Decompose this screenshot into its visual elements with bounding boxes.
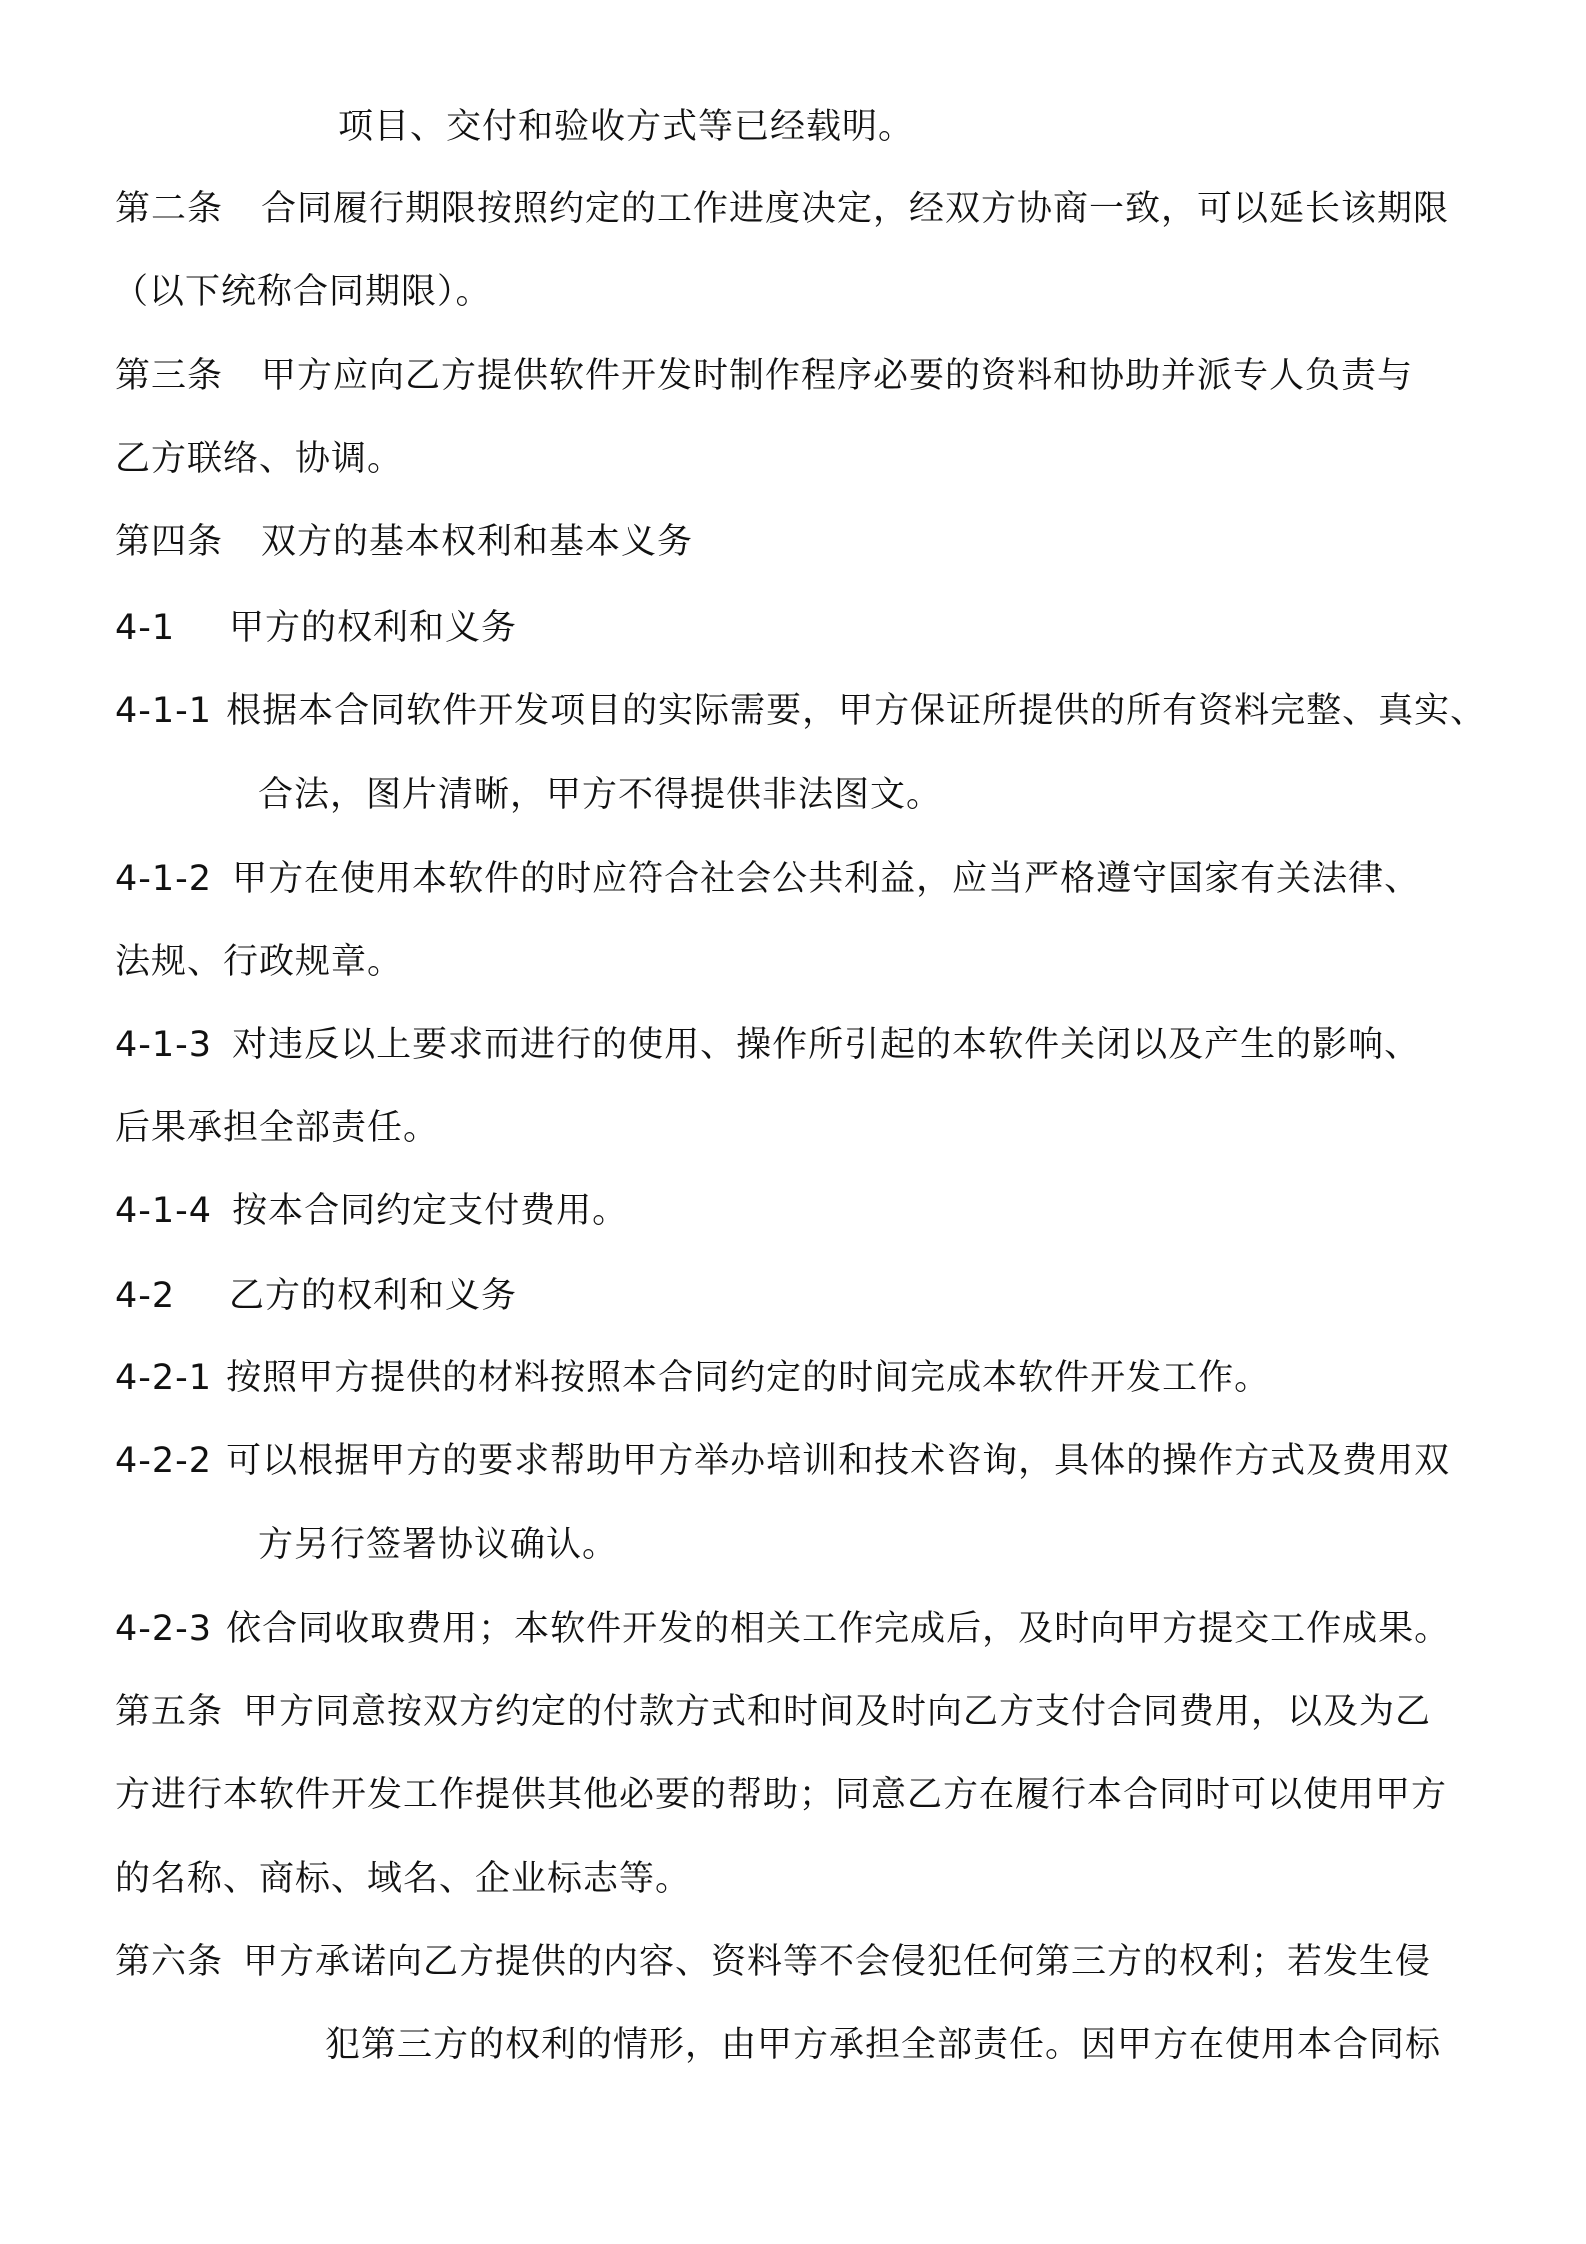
item-label: 4-1-2 [115,859,213,899]
section-text: 甲方的权利和义务 [229,608,518,648]
item-text: 根据本合同软件开发项目的实际需要，甲方保证所提供的所有资料完整、真实、 [226,691,1487,731]
line-text: 乙方联络、协调。 [115,439,404,479]
text-line [115,1104,439,1152]
item-label: 4-2-3 [115,1609,213,1649]
item-text: 按本合同约定支付费用。 [232,1191,629,1231]
clause-3 [115,352,1413,400]
item-label: 4-1-3 [115,1025,213,1065]
item-4-1-1 [115,687,1486,735]
item-4-1-2 [115,855,1420,903]
text-line [115,1771,1447,1819]
section-4-1 [115,604,517,652]
section-label: 4-2 [115,1276,176,1316]
clause-label: 第六条 [115,1942,224,1982]
text-line [115,1855,691,1903]
clause-label: 第二条 [115,189,224,229]
line-text: 后果承担全部责任。 [115,1108,440,1148]
text-line [325,2021,1441,2069]
item-label: 4-2-1 [115,1358,213,1398]
item-text: 按照甲方提供的材料按照本合同约定的时间完成本软件开发工作。 [226,1358,1271,1398]
section-text: 乙方的权利和义务 [229,1276,518,1316]
text-line [338,103,914,151]
item-text: 对违反以上要求而进行的使用、操作所引起的本软件关闭以及产生的影响、 [232,1025,1421,1065]
text-line [258,771,942,819]
item-4-2-1 [115,1354,1270,1402]
text-line [115,938,403,986]
clause-label: 第五条 [115,1692,224,1732]
line-text: （以下统称合同期限）。 [113,272,492,312]
clause-label: 第三条 [115,356,224,396]
text-line [258,1521,618,1569]
line-text: 犯第三方的权利的情形，由甲方承担全部责任。因甲方在使用本合同标 [325,2025,1442,2065]
item-text: 依合同收取费用；本软件开发的相关工作完成后，及时向甲方提交工作成果。 [226,1609,1451,1649]
clause-text: 双方的基本权利和基本义务 [261,522,694,562]
text-line [113,268,492,316]
clause-text: 甲方承诺向乙方提供的内容、资料等不会侵犯任何第三方的权利；若发生侵 [243,1942,1432,1982]
clause-text: 合同履行期限按照约定的工作进度决定，经双方协商一致，可以延长该期限 [261,189,1450,229]
item-4-1-4 [115,1187,628,1235]
clause-6 [115,1938,1431,1986]
item-label: 4-2-2 [115,1441,213,1481]
clause-label: 第四条 [115,522,224,562]
clause-2 [115,185,1449,233]
line-text: 项目、交付和验收方式等已经载明。 [338,107,915,147]
item-4-2-2 [115,1437,1450,1485]
item-4-2-3 [115,1605,1450,1653]
item-text: 可以根据甲方的要求帮助甲方举办培训和技术咨询，具体的操作方式及费用双 [226,1441,1451,1481]
item-label: 4-1-1 [115,691,213,731]
clause-5 [115,1688,1431,1736]
clause-4 [115,518,693,566]
line-text: 的名称、商标、域名、企业标志等。 [115,1859,692,1899]
text-line [115,435,403,483]
section-label: 4-1 [115,608,176,648]
item-label: 4-1-4 [115,1191,213,1231]
clause-text: 甲方同意按双方约定的付款方式和时间及时向乙方支付合同费用，以及为乙 [243,1692,1432,1732]
item-4-1-3 [115,1021,1420,1069]
clause-text: 甲方应向乙方提供软件开发时制作程序必要的资料和协助并派专人负责与 [261,356,1414,396]
line-text: 法规、行政规章。 [115,942,404,982]
line-text: 合法，图片清晰，甲方不得提供非法图文。 [258,775,943,815]
item-text: 甲方在使用本软件的时应符合社会公共利益，应当严格遵守国家有关法律、 [232,859,1421,899]
section-4-2 [115,1272,517,1320]
line-text: 方另行签署协议确认。 [258,1525,619,1565]
line-text: 方进行本软件开发工作提供其他必要的帮助；同意乙方在履行本合同时可以使用甲方 [115,1775,1448,1815]
